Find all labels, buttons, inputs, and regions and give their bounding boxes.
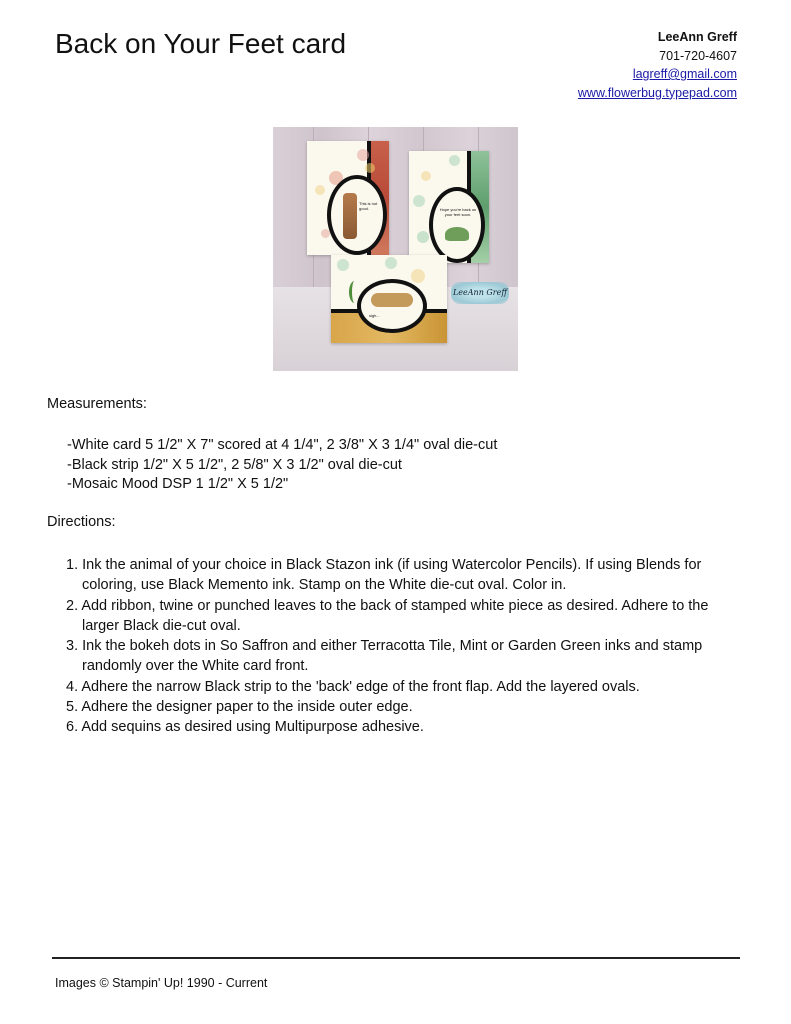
bokeh-dot <box>365 163 375 173</box>
direction-step: 1. Ink the animal of your choice in Black Stazon ink (if using Watercolor Pencils). If using Blends for coloring, use Black Memento ink. Stamp on the White die-cut oval. Color in. <box>66 557 702 594</box>
website-link[interactable]: www.flowerbug.typepad.com <box>577 85 737 100</box>
direction-step: 4. Adhere the narrow Black strip to the 'back' edge of the front flap. Add the layered ovals. <box>66 678 640 695</box>
bokeh-dot <box>417 231 429 243</box>
directions-list <box>66 555 746 738</box>
measurement-item: -Mosaic Mood DSP 1 1/2" X 5 1/2" <box>67 476 289 492</box>
sentiment-text: Hope you're back on your feet soon. <box>439 207 477 217</box>
email-link[interactable]: lagreff@gmail.com <box>632 67 737 81</box>
author-name: LeeAnn Greff <box>657 30 737 44</box>
turtle-illustration <box>445 227 469 241</box>
bokeh-dot <box>413 195 425 207</box>
sentiment-text: This is not good. <box>359 201 378 211</box>
giraffe-illustration <box>343 193 357 239</box>
measurements-heading: Measurements: <box>47 396 147 412</box>
watermark-logo: LeeAnn Greff <box>451 282 509 304</box>
bokeh-dot <box>411 269 425 283</box>
footer-divider <box>52 957 740 959</box>
direction-step: 3. Ink the bokeh dots in So Saffron and either Terracotta Tile, Mint or Garden Green inks and stamp randomly over the White card front. <box>66 638 703 675</box>
measurements-list <box>67 436 497 495</box>
bokeh-dot <box>449 155 460 166</box>
sloth-card <box>331 255 447 343</box>
bokeh-dot <box>337 259 349 271</box>
bokeh-dot <box>357 149 369 161</box>
white-oval <box>361 283 423 329</box>
bokeh-dot <box>315 185 325 195</box>
bokeh-dot <box>421 171 431 181</box>
white-oval <box>331 179 383 251</box>
measurement-item: -Black strip 1/2" X 5 1/2", 2 5/8" X 3 1/2" oval die-cut <box>67 456 402 473</box>
measurement-item: -White card 5 1/2" X 7" scored at 4 1/4", 2 3/8" X 3 1/4" oval die-cut <box>67 437 498 453</box>
direction-step: 5. Adhere the designer paper to the inside outer edge. <box>66 699 413 716</box>
white-oval <box>433 191 481 259</box>
phone-number: 701-720-4607 <box>659 48 737 63</box>
sloth-illustration <box>371 293 413 307</box>
card-photo <box>273 127 518 371</box>
directions-heading: Directions: <box>47 514 116 530</box>
contact-block <box>578 28 737 102</box>
page-title: Back on Your Feet card <box>55 28 347 59</box>
giraffe-card <box>307 141 389 255</box>
sentiment-text: sigh... <box>369 313 380 318</box>
copyright-footer: Images © Stampin' Up! 1990 - Current <box>55 976 268 990</box>
turtle-card <box>409 151 489 263</box>
bokeh-dot <box>385 257 397 269</box>
direction-step: 2. Add ribbon, twine or punched leaves to the back of stamped white piece as desired. Adhere to the larger Black die-cut oval. <box>66 597 709 634</box>
direction-step: 6. Add sequins as desired using Multipurpose adhesive. <box>66 719 424 736</box>
